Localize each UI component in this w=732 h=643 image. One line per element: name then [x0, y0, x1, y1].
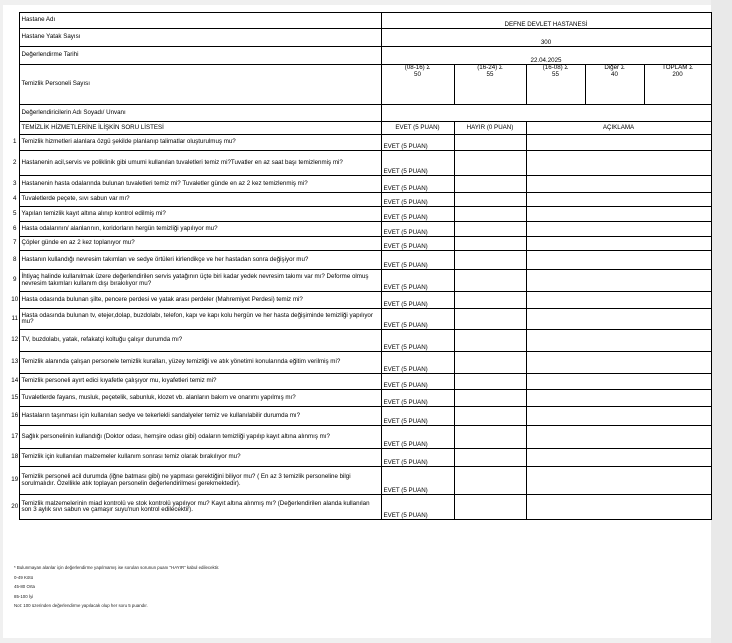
answer-note	[526, 292, 711, 309]
question-row	[11, 222, 711, 237]
question-number: 8	[13, 255, 17, 263]
answer-note	[526, 176, 711, 193]
question-row	[11, 237, 711, 251]
answer-yes: EVET (5 PUAN)	[381, 352, 454, 374]
question-row	[11, 292, 711, 309]
evaluation-form	[11, 12, 712, 520]
question-number: 20	[11, 502, 19, 510]
shift-label: (08-16) Σ	[404, 64, 431, 71]
evaluators-label: Değerlendiricilerin Adı Soyadı/ Unvanı	[19, 105, 381, 122]
question-text: Temizlik için kullanılan malzemeler kullanım sonrası temiz olarak bırakılıyor mu?	[19, 449, 381, 467]
question-row	[11, 193, 711, 207]
answer-note	[526, 449, 711, 467]
question-text: Sağlık personelinin kullandığı (Doktor odası, hemşire odası gibi) odaların temizliği yapılıp kayıt altına alınmış mı?	[19, 426, 381, 449]
answer-no	[454, 467, 526, 495]
question-text: Temizlik personeli ayırt edici kıyafetle çalışıyor mu, kıyafetleri temiz mi?	[19, 374, 381, 390]
question-number: 3	[13, 179, 17, 187]
question-text: Temizlik malzemelerinin miad kontrolü ve stok kontrolü yapılıyor mu? Kayıt altına alınmış mı? (Değerlendirilen alanda kullanılan son 3 aylık sıvı sabun ve çamaşır suyu'nun kontrol edilecektir).	[19, 495, 381, 520]
answer-note	[526, 495, 711, 520]
answer-no	[454, 193, 526, 207]
evaluators-value	[381, 105, 711, 122]
answer-yes: EVET (5 PUAN)	[381, 467, 454, 495]
question-number: 11	[11, 314, 18, 322]
answer-note	[526, 193, 711, 207]
footnote: 45-80 Orta	[14, 584, 35, 590]
answer-note	[526, 407, 711, 426]
answer-yes: EVET (5 PUAN)	[381, 292, 454, 309]
answer-note	[526, 207, 711, 222]
question-text: Tuvaletlerde fayans, musluk, peçetelik, sabunluk, klozet vb. alanların bakım ve onarımı yapılmış mı?	[19, 390, 381, 407]
answer-note	[526, 309, 711, 330]
question-number: 10	[11, 295, 19, 303]
question-row	[11, 270, 711, 292]
question-number: 14	[11, 377, 19, 385]
answer-note	[526, 151, 711, 176]
col-yes-header: EVET (5 PUAN)	[381, 122, 454, 135]
answer-no	[454, 251, 526, 270]
question-row	[11, 309, 711, 330]
question-row	[11, 449, 711, 467]
shift-value: 55	[486, 70, 494, 78]
question-number: 16	[11, 411, 19, 419]
answer-no	[454, 495, 526, 520]
answer-note	[526, 352, 711, 374]
question-text: Hastanenin acil,servis ve poliklinik gibi umumi kullanılan tuvaletleri temiz mi?Tuvatler en az saat başı temizlenmiş mi?	[19, 151, 381, 176]
question-number: 18	[11, 453, 19, 461]
answer-yes: EVET (5 PUAN)	[381, 151, 454, 176]
answer-yes: EVET (5 PUAN)	[381, 207, 454, 222]
answer-note	[526, 135, 711, 151]
shift-cell	[454, 65, 526, 105]
question-text: TV, buzdolabı, yatak, refakatçi koltuğu çalışır durumda mı?	[19, 330, 381, 352]
answer-no	[454, 374, 526, 390]
answer-yes: EVET (5 PUAN)	[381, 449, 454, 467]
answer-no	[454, 390, 526, 407]
eval-date-value: 22.04.2025	[381, 47, 711, 65]
footnote: * Bulunmayan alanlar için değerlendirme yapılmamış ise sorulan sorunun puanı "HAYIR" kabul edilecektir.	[14, 565, 220, 570]
answer-yes: EVET (5 PUAN)	[381, 270, 454, 292]
question-row	[11, 495, 711, 520]
footnotes	[14, 563, 219, 611]
answer-no	[454, 176, 526, 193]
question-row	[11, 352, 711, 374]
shift-value: 55	[552, 70, 559, 78]
col-no-header: HAYIR (0 PUAN)	[454, 122, 526, 135]
question-text: Hasta odasında bulunan tv, etejer,dolap, buzdolabı, telefon, kapı ve kapı kolu hergün ve her hasta değişiminde temizliği yapılıyor mu?	[19, 309, 381, 330]
shift-label: Diğer Σ	[604, 64, 625, 71]
answer-note	[526, 330, 711, 352]
answer-yes: EVET (5 PUAN)	[381, 222, 454, 237]
question-text: Hastanenin hasta odalarında bulunan tuvaletleri temiz mi? Tuvaletler günde en az 2 kez temizlenmiş mi?	[19, 176, 381, 193]
answer-no	[454, 222, 526, 237]
eval-date-label: Değerlendirme Tarihi	[19, 47, 381, 65]
answer-no	[454, 426, 526, 449]
answer-yes: EVET (5 PUAN)	[381, 309, 454, 330]
hospital-name-value: DEFNE DEVLET HASTANESİ	[381, 13, 711, 29]
answer-yes: EVET (5 PUAN)	[381, 407, 454, 426]
answer-note	[526, 251, 711, 270]
answer-yes: EVET (5 PUAN)	[381, 495, 454, 520]
shift-label: (16-08) Σ	[542, 64, 569, 71]
answer-yes: EVET (5 PUAN)	[381, 374, 454, 390]
question-text: Temizlik personeli acil durumda (iğne batması gibi) ne yapması gerektiğini biliyor mu? ( En az 3 temizlik personeline bilgi sorulmalıdır. Özellikle atık toplayan personelin değerlendirilmesi gerekmektedir).	[19, 467, 381, 495]
list-title: TEMİZLİK HİZMETLERİNE İLİŞKİN SORU LİSTESİ	[19, 122, 381, 135]
question-number: 1	[13, 138, 17, 146]
bed-count-value: 300	[381, 29, 711, 47]
question-text: Hasta odasında bulunan şilte, pencere perdesi ve yatak arası perdeler (Mahremiyet Perdesi) temiz mi?	[19, 292, 381, 309]
question-text: Temizlik alanında çalışan personele temizlik kuralları, yüzey temizliği ve atık yönetimi konularında eğitim verilmiş mi?	[19, 352, 381, 374]
answer-note	[526, 374, 711, 390]
question-row	[11, 407, 711, 426]
answer-yes: EVET (5 PUAN)	[381, 426, 454, 449]
question-text: Tuvaletlerde peçete, sıvı sabun var mı?	[19, 193, 381, 207]
question-number: 5	[13, 209, 17, 217]
question-number: 4	[13, 195, 17, 203]
footnote: 0-49 Kötü	[14, 574, 34, 580]
question-text: Hastaların taşınması için kullanılan sedye ve tekerlekli sandalyeler temiz ve kullanılabilir durumda mı?	[19, 407, 381, 426]
answer-no	[454, 407, 526, 426]
shift-value: 40	[611, 70, 618, 78]
answer-no	[454, 449, 526, 467]
answer-yes: EVET (5 PUAN)	[381, 193, 454, 207]
answer-no	[454, 237, 526, 251]
answer-yes: EVET (5 PUAN)	[381, 135, 454, 151]
answer-note	[526, 270, 711, 292]
question-row	[11, 151, 711, 176]
staff-count-label: Temizlik Personeli Sayısı	[19, 65, 381, 105]
question-text: Hasta odalarının/ alanlarının, koridorların hergün temizliği yapılıyor mu?	[19, 222, 381, 237]
question-number: 6	[13, 224, 17, 232]
question-number: 9	[13, 276, 17, 284]
answer-no	[454, 330, 526, 352]
right-margin	[711, 0, 732, 643]
shift-cell	[585, 65, 644, 105]
question-number: 15	[11, 393, 19, 401]
shift-value: 200	[672, 70, 683, 78]
question-row	[11, 426, 711, 449]
question-text: Hastanın kullandığı nevresim takımları ve sedye örtüleri kirlendikçe ve her hastadan sonra değişiyor mu?	[19, 251, 381, 270]
answer-yes: EVET (5 PUAN)	[381, 390, 454, 407]
question-number: 13	[11, 358, 19, 366]
question-row	[11, 207, 711, 222]
answer-no	[454, 151, 526, 176]
shift-cell	[381, 65, 454, 105]
footnote: 85-100 İyi	[14, 593, 34, 599]
shift-cell	[644, 65, 711, 105]
answer-no	[454, 292, 526, 309]
answer-no	[454, 309, 526, 330]
answer-yes: EVET (5 PUAN)	[381, 251, 454, 270]
shift-cell	[526, 65, 585, 105]
answer-no	[454, 135, 526, 151]
answer-note	[526, 222, 711, 237]
question-row	[11, 176, 711, 193]
question-row	[11, 390, 711, 407]
question-row	[11, 251, 711, 270]
answer-note	[526, 426, 711, 449]
answer-note	[526, 237, 711, 251]
question-text: Temizlik hizmetleri alanlara özgü şekilde planlanıp talimatlar oluşturulmuş mu?	[19, 135, 381, 151]
shift-label: (16-24) Σ	[477, 64, 503, 71]
question-text: Çöpler günde en az 2 kez toplanıyor mu?	[19, 237, 381, 251]
footnote: Not: 100 üzerinden değerlendirme yapılacak olup her soru 5 puandır.	[14, 603, 148, 609]
shift-label: TOPLAM Σ	[662, 64, 693, 71]
question-number: 12	[11, 336, 19, 344]
question-row	[11, 135, 711, 151]
hospital-name-label: Hastane Adı	[19, 13, 381, 29]
shift-value: 50	[414, 70, 421, 78]
answer-no	[454, 352, 526, 374]
question-row	[11, 467, 711, 495]
question-text: İhtiyaç halinde kullanılmak üzere değerlendirilen servis yatağının üçte biri kadar yedek nevresim takımı var mı? Deforme olmuş nevresim takımları kullanım dışı bırakılıyor mu?	[19, 270, 381, 292]
question-number: 2	[13, 158, 17, 166]
col-note-header: AÇIKLAMA	[526, 122, 711, 135]
question-number: 17	[11, 432, 19, 440]
question-number: 19	[11, 476, 19, 484]
answer-yes: EVET (5 PUAN)	[381, 176, 454, 193]
bed-count-label: Hastane Yatak Sayısı	[19, 29, 381, 47]
question-number: 7	[13, 239, 17, 247]
question-row	[11, 330, 711, 352]
question-text: Yapılan temizlik kayıt altına alınıp kontrol edilmiş mi?	[19, 207, 381, 222]
answer-yes: EVET (5 PUAN)	[381, 237, 454, 251]
answer-no	[454, 207, 526, 222]
answer-no	[454, 270, 526, 292]
answer-note	[526, 390, 711, 407]
answer-yes: EVET (5 PUAN)	[381, 330, 454, 352]
question-row	[11, 374, 711, 390]
answer-note	[526, 467, 711, 495]
